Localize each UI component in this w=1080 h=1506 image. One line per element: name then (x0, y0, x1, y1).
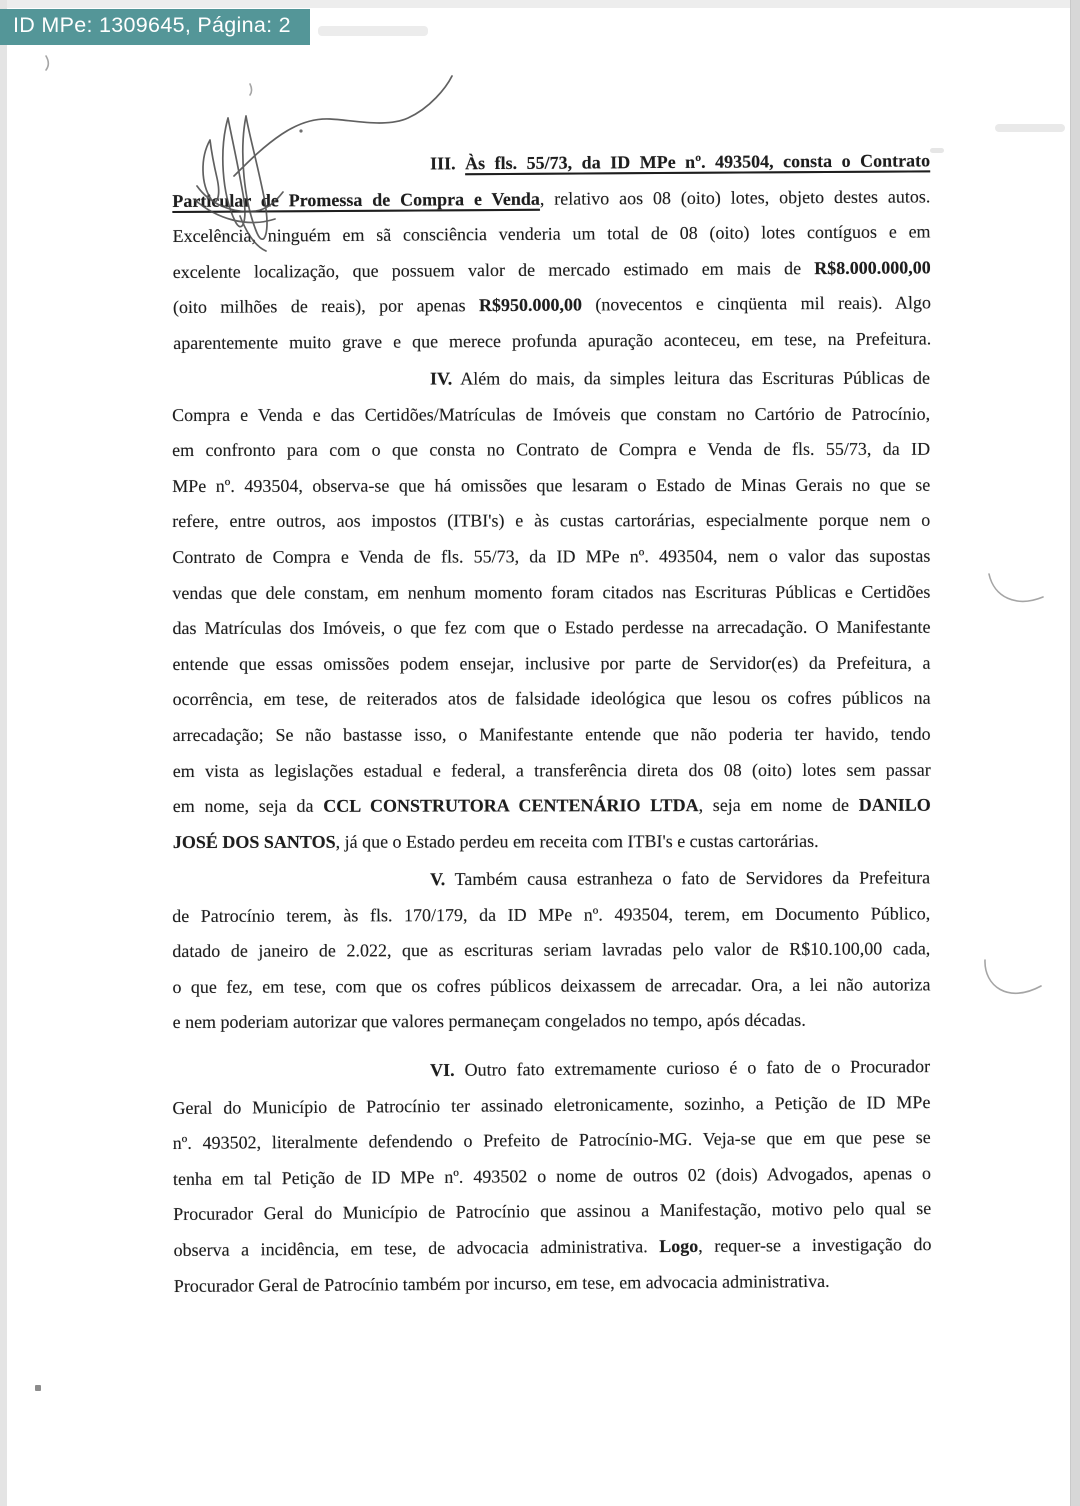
text-line (173, 752, 931, 789)
body-text: em confronto para com o que consta no Contrato de Compra e Venda de fls. 55/73, da ID (172, 438, 931, 460)
body-text: em vista as legislações estadual e federal, a transferência direta dos 08 (oito) lotes sem passar (172, 758, 931, 781)
text-line (173, 1156, 931, 1198)
scan-smudge-top-right (995, 124, 1065, 132)
body-text: (novecentos e cinqüenta mil reais). Algo (581, 292, 932, 315)
body-text: de Patrocínio terem, às fls. 170/179, da ID MPe nº. 493504, terem, em Documento Público, (172, 902, 931, 926)
text-line (172, 896, 930, 934)
body-text: datado de janeiro de 2.022, que as escrituras seriam lavradas pelo valor de R$10.100,00 cada, (172, 938, 931, 962)
body-text: Geral do Município de Patrocínio ter assinado eletronicamente, sozinho, a Petição de ID MPe (172, 1091, 931, 1118)
paragraph-V (172, 860, 931, 1041)
body-text: Outro fato extremamente curioso é o fato de o Procurador (454, 1055, 931, 1080)
text-line (173, 286, 931, 326)
emphasized-text: III. (430, 153, 466, 174)
text-line (172, 609, 930, 646)
emphasized-text: Particular de Promessa de Compra e Venda (172, 188, 540, 211)
body-text: excelente localização, que possuem valor de mercado estimado em mais de (172, 257, 815, 282)
body-text: , requer-se a investigação do (698, 1233, 932, 1256)
text-line (172, 645, 930, 682)
text-line (172, 1003, 930, 1041)
text-line (173, 1120, 931, 1162)
text-line (174, 1262, 932, 1304)
text-line (172, 215, 930, 255)
pen-mark-curl-right-lower (985, 960, 1041, 993)
text-line (173, 787, 931, 824)
body-text: das Matrículas dos Imóveis, o que fez com que o Estado perdesse na arrecadação. O Manifestante (172, 616, 931, 638)
emphasized-text: R$8.000.000,00 (814, 257, 931, 278)
text-line (172, 931, 930, 969)
emphasized-text: Às fls. 55/73, da ID MPe nº. 493504, consta o Contrato (465, 150, 931, 174)
body-text: observa a incidência, em tese, de advocacia administrativa. (173, 1235, 660, 1260)
text-line (173, 681, 931, 718)
text-line (172, 143, 930, 183)
pen-mark-curl-right-upper (989, 574, 1043, 601)
emphasized-text: VI. (430, 1059, 455, 1080)
text-line (172, 179, 930, 219)
text-line (173, 823, 931, 860)
body-text: nº. 493502, literalmente defendendo o Prefeito de Patrocínio-MG. Veja-se que em que pese se (172, 1127, 931, 1154)
body-text: , já que o Estado perdeu em receita com ITBI's e custas cartorárias. (335, 830, 819, 851)
body-text: ocorrência, em tese, de reiterados atos de falsidade ideológica que lesou os cofres públicos na (172, 687, 931, 709)
body-text: em nome, seja da (172, 795, 324, 816)
body-text: Contrato de Compra e Venda de fls. 55/73, da ID MPe nº. 493504, nem o valor das supostas (172, 545, 931, 567)
scan-edge-right (1070, 0, 1080, 1506)
text-line (172, 967, 930, 1005)
document-id-badge: ID MPe: 1309645, Página: 2 (0, 9, 310, 45)
text-line (172, 1049, 930, 1091)
apostrophe-mark-top-left (46, 56, 48, 70)
text-line (172, 503, 930, 540)
scan-edge-top (0, 0, 1080, 8)
body-text: Excelência, ninguém em sã consciência venderia um total de 08 (oito) lotes contíguos e em (172, 221, 931, 247)
text-line (173, 250, 931, 290)
body-text: (oito milhões de reais), por apenas (172, 295, 480, 318)
text-line (172, 396, 930, 433)
text-line (173, 1191, 931, 1233)
body-text: arrecadação; Se não bastasse isso, o Manifestante entende que não poderia ter havido, tendo (172, 723, 931, 745)
text-line (172, 574, 930, 611)
body-text: aparentemente muito grave e que merece profunda apuração aconteceu, em tese, na Prefeitura. (173, 328, 932, 353)
scan-smudge-right-upper (930, 148, 944, 153)
text-line (173, 321, 931, 361)
emphasized-text: V. (430, 868, 446, 889)
body-text: MPe nº. 493504, observa-se que há omissões que lesaram o Estado de Minas Gerais no que se (172, 474, 931, 496)
paragraph-VI (172, 1049, 932, 1304)
body-text: tenha em tal Petição de ID MPe nº. 493502 o nome de outros 02 (dois) Advogados, apenas o (172, 1162, 932, 1189)
body-text: entende que essas omissões podem ensejar, inclusive por parte de Servidor(es) da Prefeitura, a (172, 651, 931, 674)
body-text: , seja em nome de (698, 794, 859, 815)
emphasized-text: IV. (430, 368, 453, 389)
pen-tick-upper (250, 84, 252, 95)
body-text: Compra e Venda e das Certidões/Matrículas de Imóveis que constam no Cartório de Patrocínio, (172, 402, 931, 425)
emphasized-text: DANILO (858, 794, 931, 815)
paragraph-IV (172, 360, 931, 860)
text-line (172, 1084, 930, 1126)
body-text: vendas que dele constam, em nenhum momento foram citados nas Escrituras Públicas e Certidões (172, 580, 931, 603)
text-line (173, 716, 931, 753)
emphasized-text: R$950.000,00 (478, 294, 583, 316)
document-body (172, 148, 930, 1304)
body-text: Também causa estranheza o fato de Servidores da Prefeitura (445, 867, 931, 889)
emphasized-text: CCL CONSTRUTORA CENTENÁRIO LTDA (323, 794, 699, 816)
scan-smudge-top-center (318, 26, 428, 36)
text-line (172, 538, 930, 575)
body-text: Procurador Geral de Patrocínio também por incurso, em tese, em advocacia administrativa. (173, 1270, 830, 1296)
text-line (173, 1227, 931, 1269)
scan-edge-left (0, 0, 7, 1506)
body-text: o que fez, em tese, com que os cofres públicos deixassem de arrecadar. Ora, a lei não autoriza (172, 974, 931, 997)
paragraph-III (172, 143, 931, 361)
pen-dot-mid-page (299, 129, 302, 132)
emphasized-text: Logo (659, 1235, 699, 1256)
text-line (172, 360, 930, 397)
body-text: refere, entre outros, aos impostos (ITBI's) e às custas cartorárias, especialmente porque nem o (172, 509, 931, 531)
emphasized-text: JOSÉ DOS SANTOS (172, 830, 336, 852)
text-line (172, 860, 930, 898)
pen-dot-bottom-left (35, 1385, 41, 1391)
text-line (172, 467, 930, 504)
body-text: , relativo aos 08 (oito) lotes, objeto destes autos. (539, 185, 931, 209)
body-text: Além do mais, da simples leitura das Escrituras Públicas de (452, 367, 931, 389)
body-text: e nem poderiam autorizar que valores permaneçam congelados no tempo, após décadas. (172, 1010, 806, 1033)
body-text: Procurador Geral do Município de Patrocínio que assinou a Manifestação, motivo pelo qual se (173, 1198, 932, 1225)
text-line (172, 431, 930, 468)
